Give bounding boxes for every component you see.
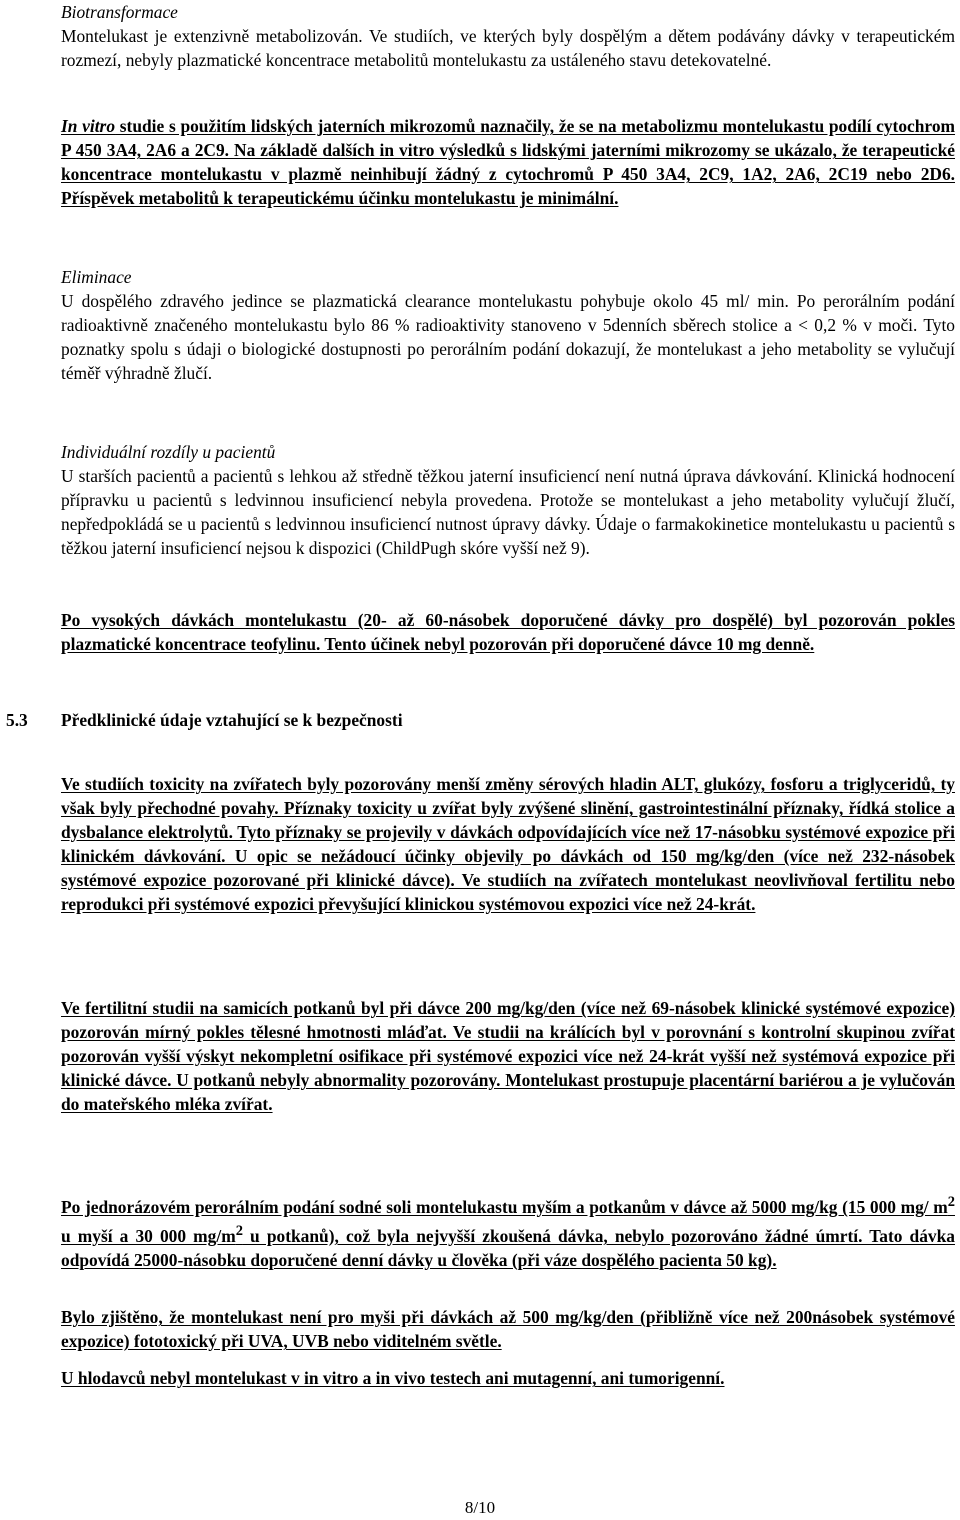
section-5-3-heading [6, 708, 955, 732]
biotransformation-section [61, 0, 955, 72]
individual-differences-heading: Individuální rozdíly u pacientů [61, 442, 276, 462]
page-number: 8/10 [464, 1498, 496, 1517]
individual-differences-paragraph: U starších pacientů a pacientů s lehkou až středně těžkou jaterní insuficiencí není nutná úprava dávkování. Klinická hodnocení přípravku u pacientů s ledvinnou insuficiencí nebyla provedena. Protože se montelukast a jeho metabolity vylučují žlučí, nepředpokládá se u pacientů s ledvinnou insuficiencí nutnost úpravy dávky. Údaje o farmakokinetice montelukastu u pacientů s těžkou jaterní insuficiencí nejsou k dispozici (ChildPugh skóre vyšší než 9). [61, 466, 955, 558]
individual-differences-section [61, 440, 955, 560]
theophylline-paragraph: Po vysokých dávkách montelukastu (20- až 60-násobek doporučené dávky pro dospělé) byl pozorován pokles plazmatické koncentrace teofylinu. Tento účinek nebyl pozorován při doporučené dávce 10 mg denně. [61, 610, 955, 654]
in-vitro-paragraph [61, 114, 955, 210]
elimination-heading: Eliminace [61, 267, 132, 287]
phototoxicity-paragraph: Bylo zjištěno, že montelukast není pro myši při dávkách až 500 mg/kg/den (přibližně více než 200násobek systémové expozice) fototoxický při UVA, UVB nebo viditelném světle. [61, 1307, 955, 1351]
biotransformation-paragraph: Montelukast je extenzivně metabolizován. Ve studiích, ve kterých byly dospělým a dětem podávány dávky v terapeutickém rozmezí, nebyly plazmatické koncentrace metabolitů montelukastu za ustáleného stavu detekovatelné. [61, 26, 955, 70]
toxicity-paragraph: Ve studiích toxicity na zvířatech byly pozorovány menší změny sérových hladin ALT, glukózy, fosforu a triglyceridů, ty však byly přechodné povahy. Příznaky toxicity u zvířat byly zvýšené slinění, gastrointestinální příznaky, řídká stolice a dysbalance elektrolytů. Tyto příznaky se projevily v dávkách odpovídajících více než 17-násobku systémové expozice při klinickém dávkování. U opic se nežádoucí účinky objevily po dávkách od 150 mg/kg/den (více než 232-násobek systémové expozice pozorované při klinické dávce). Ve studiích na zvířatech montelukast neovlivňoval fertilitu nebo reprodukci při systémové expozici převyšující klinickou systémovou expozici více než 24-krát. [61, 774, 955, 914]
elimination-section [61, 265, 955, 385]
section-number: 5.3 [6, 710, 28, 730]
fertility-paragraph: Ve fertilitní studii na samicích potkanů byl při dávce 200 mg/kg/den (více než 69-násobek klinické systémové expozice) pozorován mírný pokles tělesné hmotnosti mláďat. Ve studii na králících byl v porovnání s kontrolní skupinou zvířat pozorován vyšší výskyt nekompletní osifikace při systémové expozici více než 24-krát vyšší než systémová expozice při klinické dávce. U potkanů nebyly abnormality pozorovány. Montelukast prostupuje placentární bariérou a je vylučován do mateřského mléka zvířat. [61, 998, 955, 1114]
biotransformation-heading: Biotransformace [61, 2, 178, 22]
single-dose-paragraph: Po jednorázovém perorálním podání sodné soli montelukastu myším a potkanům v dávce až 5000 mg/kg (15 000 mg/ $m^2$ u myší a 30 000 $mg/m^2$ u potkanů), což byla nejvyšší zkoušená dávka, nebylo pozorováno žádné úmrtí. Tato dávka odpovídá 25000-násobku doporučené denní dávky u člověka (při váze dospělého pacienta 50 kg). [61, 1194, 955, 1270]
elimination-paragraph: U dospělého zdravého jedince se plazmatická clearance montelukastu pohybuje okolo 45 ml/ min. Po perorálním podání radioaktivně značeného montelukastu bylo 86 % radioaktivity stanoveno v 5denních sběrech stolice a < 0,2 % v moči. Tyto poznatky spolu s údaji o biologické dostupnosti po perorálním podání dokazují, že montelukast a jeho metabolity se vylučují téměř výhradně žlučí. [61, 291, 955, 383]
in-vitro-text: studie s použitím lidských jaterních mikrozomů naznačily, že se na metabolizmu montelukastu podílí cytochrom P 450 3A4, 2A6 a 2C9. Na základě dalších in vitro výsledků s lidskými jaterními mikrozomy se ukázalo, že terapeutické koncentrace montelukastu v plazmě neinhibují žádný z cytochromů P 450 3A4, 2C9, 1A2, 2A6, 2C19 nebo 2D6. Příspěvek metabolitů k terapeutickému účinku montelukastu je minimální. [61, 116, 956, 208]
in-vitro-italic: In vitro [61, 116, 116, 136]
section-title: Předklinické údaje vztahující se k bezpečnosti [61, 710, 403, 730]
mutagenicity-paragraph: U hlodavců nebyl montelukast v in vitro a in vivo testech ani mutagenní, ani tumorigenní. [61, 1368, 725, 1388]
